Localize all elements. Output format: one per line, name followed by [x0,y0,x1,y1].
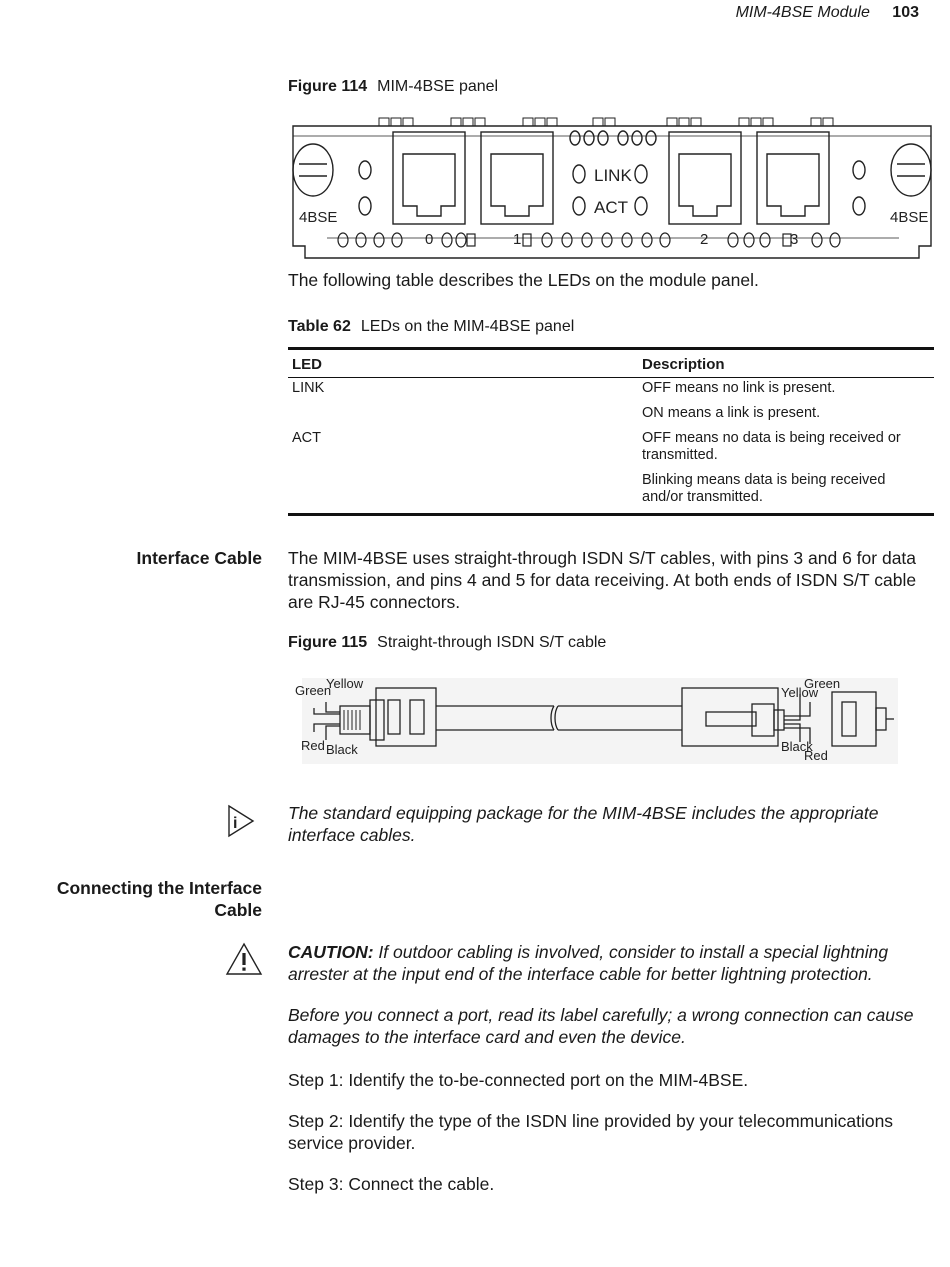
wire-label-right-green: Green [804,676,841,691]
warning-icon [225,942,263,976]
svg-text:i: i [233,815,238,832]
warning-text: Before you connect a port, read its label carefully; a wrong connection can cause damages to the interface card and even the device. [288,1005,914,1047]
mim-4bse-panel-diagram [287,114,937,260]
led-label-link: LINK [594,166,632,185]
table-row [288,378,934,404]
page-number: 103 [892,4,919,21]
led-cell [288,403,638,428]
led-cell: ACT [292,430,321,446]
table-header-led: LED [288,349,638,378]
running-header [736,4,919,22]
section-heading-connecting [57,877,262,921]
note-text: The standard equipping package for the MIM-4BSE includes the appropriate interface cables. [288,803,879,845]
port-number-0: 0 [425,231,434,248]
panel-label-left: 4BSE [299,209,338,226]
figure-115-label: Figure 115 [288,634,368,651]
figure-115-title: Straight-through ISDN S/T cable [377,634,607,651]
panel-label-right: 4BSE [890,209,929,226]
figure-114-caption [288,78,498,96]
section-heading-interface-cable: Interface Cable [136,548,262,568]
port-number-1: 1 [513,231,522,248]
led-cell [288,470,638,515]
figure-114-title: MIM-4BSE panel [377,78,499,95]
wire-label-left-yellow: Yellow [326,676,364,691]
port-3 [757,132,829,224]
interface-cable-text: The MIM-4BSE uses straight-through ISDN S/T cables, with pins 3 and 6 for data transmission, and pins 4 and 5 for data receiving. At both ends of ISDN S/T cable are RJ-45 connectors. [288,548,917,612]
led-cell: LINK [292,380,325,396]
step-1: Step 1: Identify the to-be-connected port on the MIM-4BSE. [288,1070,749,1090]
wire-label-right-black: Black [781,739,813,754]
wire-label-left-green: Green [295,683,332,698]
port-number-2: 2 [700,231,709,248]
description-cell: ON means a link is present. [642,405,821,421]
info-icon [226,804,256,838]
description-cell: OFF means no data is being received or transmitted. [642,430,901,463]
table-row [288,428,934,470]
figure-115-caption [288,634,606,652]
wire-label-left-red: Red [301,738,325,753]
table-row [288,470,934,515]
caution-paragraph [288,941,933,985]
description-cell: Blinking means data is being received and/or transmitted. [638,470,934,515]
led-label-act: ACT [594,198,628,217]
table-header-description: Description [638,349,934,378]
wire-label-left-black: Black [326,742,358,757]
table-row [288,403,934,428]
port-number-3: 3 [790,231,799,248]
isdn-cable-diagram [292,672,904,768]
description-cell: OFF means no link is present. [642,380,836,396]
wire-label-right-red: Red [804,748,828,763]
wire-label-right-yellow: Yellow [781,685,819,700]
led-table [288,347,934,516]
table-intro-text: The following table describes the LEDs on the module panel. [288,270,759,290]
step-2: Step 2: Identify the type of the ISDN line provided by your telecommunications service provider. [288,1111,894,1153]
figure-114-label: Figure 114 [288,78,368,95]
section-heading-connecting-line2: Cable [214,900,262,920]
table-62-caption [288,318,574,336]
caution-text: If outdoor cabling is involved, consider to install a special lightning arrester at the input end of the interface cable for better lightning protection. [288,942,889,984]
step-3: Step 3: Connect the cable. [288,1174,495,1194]
caution-label: CAUTION: [288,942,374,962]
section-heading-connecting-line1: Connecting the Interface [56,878,262,898]
table-62-label: Table 62 [288,318,351,335]
port-0 [393,132,465,224]
running-header-title: MIM-4BSE Module [735,4,870,21]
port-1 [481,132,553,224]
table-62-title: LEDs on the MIM-4BSE panel [360,318,575,335]
port-2 [669,132,741,224]
